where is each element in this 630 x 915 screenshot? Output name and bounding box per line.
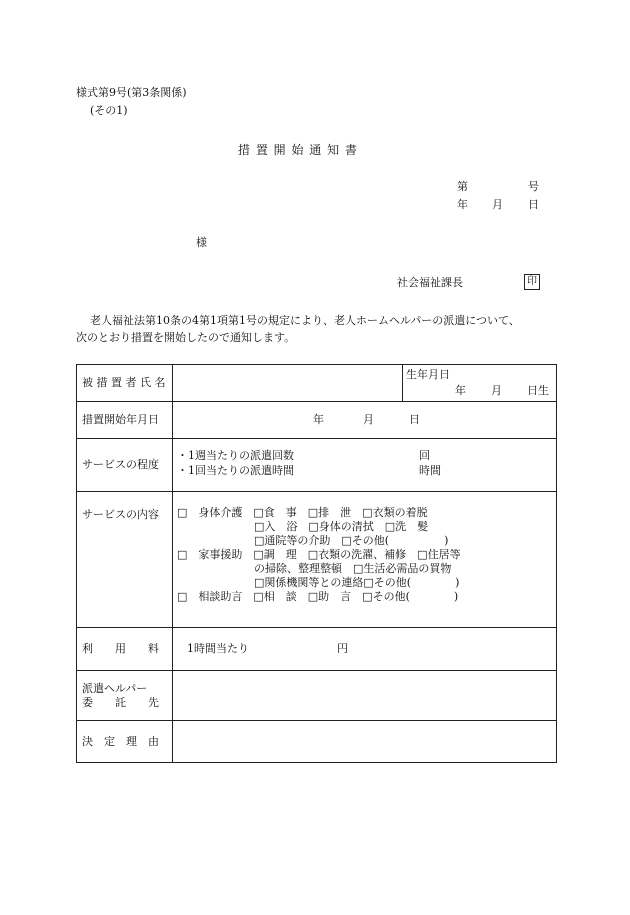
birth-year: 年 xyxy=(455,384,466,397)
helper-value-cell xyxy=(173,671,557,721)
content-label: サービスの内容 xyxy=(77,492,173,628)
notice-table xyxy=(76,364,557,763)
start-month: 月 xyxy=(363,413,374,426)
row-fee xyxy=(77,628,557,671)
content-line-6: □関係機関等との連絡□その他( ) xyxy=(177,576,460,589)
fee-unit: 円 xyxy=(337,642,348,655)
row-content xyxy=(77,492,557,628)
start-year: 年 xyxy=(313,413,324,426)
date-day: 日 xyxy=(528,198,539,211)
addressee-suffix: 様 xyxy=(196,236,207,249)
body-text-line-1: 老人福祉法第10条の4第1項第1号の規定により、老人ホームヘルパーの派遣について、 xyxy=(90,314,520,327)
birth-month: 月 xyxy=(491,384,502,397)
name-value-cell xyxy=(173,365,403,402)
document-title: 措 置 開 始 通 知 書 xyxy=(238,143,358,157)
birth-label: 生年月日 xyxy=(406,368,450,381)
fee-label: 利 用 料 xyxy=(77,628,173,671)
form-sub-number: (その1) xyxy=(90,104,128,117)
reason-label: 決 定 理 由 xyxy=(77,721,173,763)
helper-label xyxy=(77,671,173,721)
degree-label: サービスの程度 xyxy=(77,439,173,492)
birth-day: 日生 xyxy=(527,384,549,397)
date-year: 年 xyxy=(457,198,468,211)
row-start-date xyxy=(77,402,557,439)
fee-text: 1時間当たり xyxy=(187,642,249,655)
form-number: 様式第9号(第3条関係) xyxy=(76,86,187,99)
seal-mark: 印 xyxy=(524,274,540,290)
start-label: 措置開始年月日 xyxy=(77,402,173,439)
body-text-line-2: 次のとおり措置を開始したので通知します。 xyxy=(76,331,296,344)
content-line-1: □ 身体介護 □食 事 □排 泄 □衣類の着脱 xyxy=(177,506,428,519)
date-month: 月 xyxy=(492,198,503,211)
degree-line-1: ・1週当たりの派遣回数 xyxy=(177,449,294,462)
row-name xyxy=(77,365,557,402)
content-line-3: □通院等の介助 □その他( ) xyxy=(177,534,449,547)
row-degree xyxy=(77,439,557,492)
reason-value-cell xyxy=(173,721,557,763)
degree-unit-1: 回 xyxy=(419,449,430,462)
degree-unit-2: 時間 xyxy=(419,464,441,477)
name-label: 被 措 置 者 氏 名 xyxy=(77,365,173,402)
degree-value-cell xyxy=(173,439,557,492)
fee-value-cell xyxy=(173,628,557,671)
content-line-2: □入 浴 □身体の清拭 □洗 髪 xyxy=(177,520,429,533)
row-reason xyxy=(77,721,557,763)
row-helper xyxy=(77,671,557,721)
start-value-cell xyxy=(173,402,557,439)
issuer-title: 社会福祉課長 xyxy=(397,276,463,289)
content-line-4: □ 家事援助 □調 理 □衣類の洗濯、補修 □住居等 xyxy=(177,548,461,561)
number-prefix: 第 xyxy=(457,180,468,193)
helper-label-line-2: 委 託 先 xyxy=(82,695,159,709)
content-line-5: の掃除、整理整頓 □生活必需品の買物 xyxy=(177,562,452,575)
content-value-cell xyxy=(173,492,557,628)
number-suffix: 号 xyxy=(528,180,539,193)
birth-cell xyxy=(403,365,557,402)
degree-line-2: ・1回当たりの派遣時間 xyxy=(177,464,294,477)
content-line-7: □ 相談助言 □相 談 □助 言 □その他( ) xyxy=(177,590,459,603)
start-day: 日 xyxy=(409,413,420,426)
helper-label-line-1: 派遣ヘルパー xyxy=(82,681,148,695)
